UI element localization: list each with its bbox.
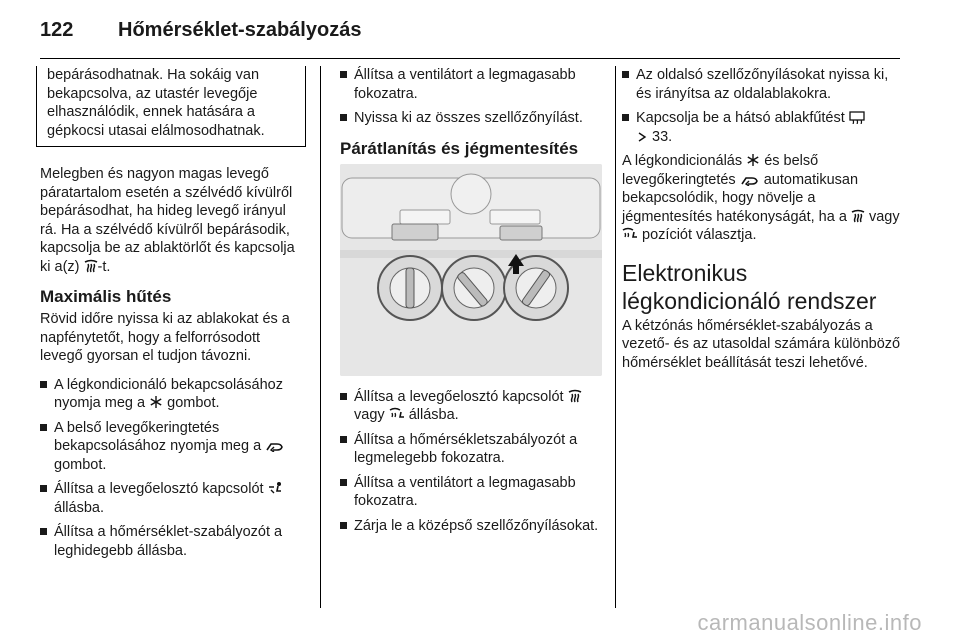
list-item-text: Nyissa ki az összes szellőzőnyílást. [354,110,583,126]
list-item [340,109,606,128]
windscreen-defrost-icon [851,209,865,223]
paragraph-exterior-fogging [40,165,306,276]
climate-control-panel-figure [340,164,602,376]
list-item-text: Állítsa a hőmérsékletszabályozót a legmelegebb fokozatra. [354,431,578,466]
list-item [40,376,306,413]
section-heading-electronic-ac: Elektronikus légkondicionáló rendszer [622,259,877,314]
column-1 [40,66,306,566]
paragraph-text: A légkondicionálás [622,153,743,169]
windscreen-defrost-icon [568,389,582,403]
paragraph-text: Melegben és nagyon magas levegő páratartalom esetén a szélvédő kívülről bepárásodhat, ha hideg levegő irányul rá. Ha a szélvédő kívülről bepárásodik, kapcsolja be az ablaktörlőt és kapcsolja ki a(z) [40,166,295,275]
bullet-list-defrost [340,388,606,536]
watermark: carmanualsonline.info [697,610,922,635]
snowflake-icon [149,395,163,409]
column-2 [340,66,606,541]
paragraph-text-end: -t. [97,258,111,275]
list-item-text: Az oldalsó szellőzőnyílásokat nyissa ki, és irányítsa az oldalablakokra. [636,67,889,102]
list-item-text: Állítsa a levegőelosztó kapcsolót [54,481,264,497]
list-item-text: A belső levegőkeringtetés bekapcsolásához nyomja meg a [54,419,262,454]
bullet-list-cooling [40,376,306,561]
list-item [340,517,606,536]
list-item-text-end: gombot. [167,395,220,411]
list-item [622,109,906,146]
paragraph-auto-ac [622,152,906,245]
page-number: 122 [40,18,74,41]
climate-control-panel-illustration [340,164,602,376]
paragraph-text: automatikusan bekapcsolódik, hogy növelje a jégmentesítés hatékonyságát, ha a [622,171,859,225]
paragraph-text: vagy [868,208,900,225]
list-item-text: Zárja le a középső szellőzőnyílásokat. [354,517,599,534]
column-divider-1 [320,66,321,608]
list-item-text-end: állásba. [54,499,104,516]
list-item [40,480,306,517]
snowflake-icon [746,153,760,167]
page-reference: 33. [652,128,673,145]
column-3 [622,66,906,382]
list-item-text: A légkondicionáló bekapcsolásához nyomja meg a [54,376,283,411]
list-item-text: Kapcsolja be a hátsó ablakfűtést [636,110,845,126]
page-ref-icon [636,131,648,143]
list-item-text: Állítsa a levegőelosztó kapcsolót [354,388,564,405]
list-item [340,66,606,103]
column-divider-2 [615,66,616,608]
bullet-list-cooling-cont [340,66,606,128]
paragraph-dual-zone: A kétzónás hőmérséklet-szabályozás a vezető- és az utasoldal számára különböző hőmérséklet beállítását teszi lehetővé. [622,317,901,371]
recirculation-icon [265,440,285,452]
list-item [40,523,306,560]
defrost-floor-icon [389,407,405,421]
page-title: Hőmérséklet-szabályozás [118,18,362,41]
section-heading-max-cooling: Maximális hűtés [40,287,172,306]
warning-box [36,66,306,147]
list-item-text: Állítsa a ventilátort a legmagasabb fokozatra. [354,474,576,509]
paragraph-text: és belső levegőkeringtetés [622,153,819,188]
bullet-list-defrost-cont [622,66,906,146]
list-item [340,431,606,468]
section-heading-defrost: Párátlanítás és jégmentesítés [340,138,579,158]
page-header [40,14,361,46]
defrost-floor-icon [622,227,638,241]
list-item-text-end: gombot. [54,456,107,473]
list-item-text: vagy [354,407,385,423]
warning-text: bepárásodhatnak. Ha sokáig van bekapcsolva, az utastér levegője elhasználódik, ennek hatására a gépkocsi utasai elálmosodhatnak. [47,67,265,139]
list-item-text: Állítsa a hőmérséklet-szabályozót a leghidegebb állásba. [54,524,283,559]
list-item [340,474,606,511]
paragraph-text-end: pozíciót választja. [642,227,757,243]
windscreen-defrost-icon [84,259,98,273]
rear-window-heating-icon [849,110,865,124]
header-divider [40,58,900,59]
floor-vent-icon [268,481,284,495]
list-item [340,388,606,425]
list-item [622,66,906,103]
recirculation-icon [740,174,760,186]
list-item-text-end: állásba. [408,407,459,423]
paragraph-max-cooling: Rövid időre nyissa ki az ablakokat és a napfénytetőt, hogy a felforrósodott levegő gyorsan el tudjon távozni. [40,311,290,364]
list-item-text: Állítsa a ventilátort a legmagasabb fokozatra. [354,67,576,102]
list-item [40,419,306,475]
